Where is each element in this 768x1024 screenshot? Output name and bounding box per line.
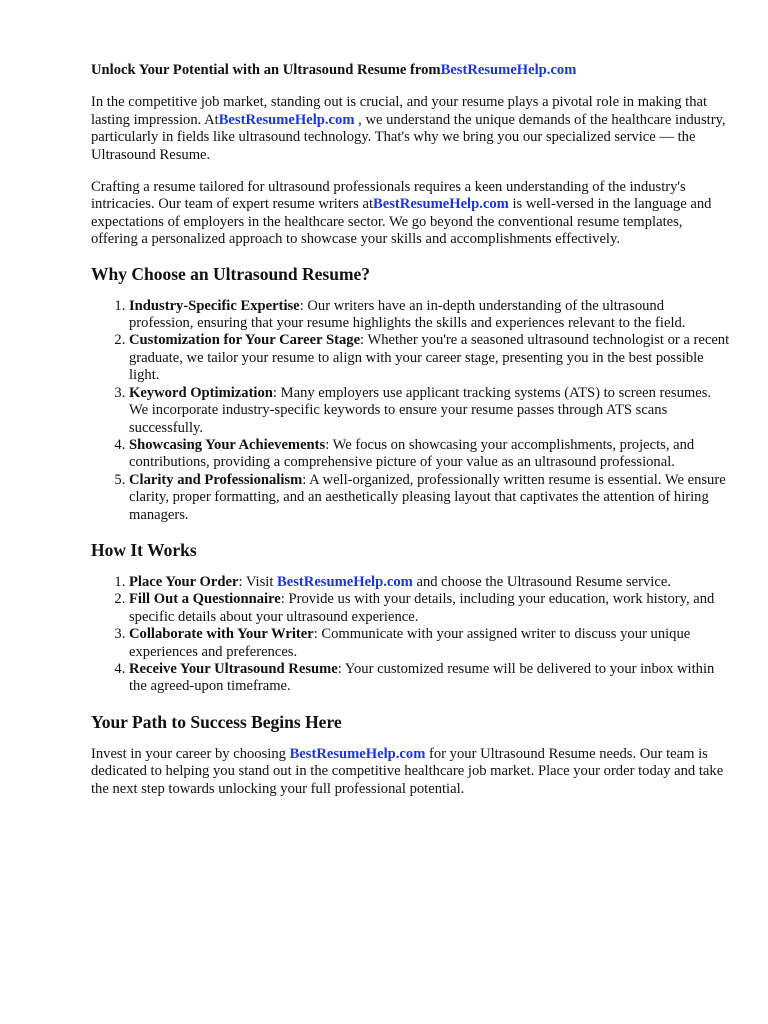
page-title xyxy=(91,62,731,79)
how-step-text: : Visit xyxy=(238,573,278,590)
how-step-label: Receive Your Ultrasound Resume xyxy=(129,660,338,677)
list-item xyxy=(129,298,731,333)
crafting-brand-link[interactable]: BestResumeHelp.com xyxy=(373,196,509,213)
how-step-text: and choose the Ultrasound Resume service. xyxy=(412,573,671,590)
crafting-text-2: is well-versed in the language and expectations of employers in the healthcare sector. We go beyond the conventional resume templates, offering a personalized approach to showcase your skills and accomplishments effectively. xyxy=(91,196,712,248)
intro-paragraph xyxy=(91,94,731,164)
how-step-label: Collaborate with Your Writer xyxy=(129,626,314,643)
why-heading: Why Choose an Ultrasound Resume? xyxy=(91,263,371,284)
why-item-label: Customization for Your Career Stage xyxy=(129,332,361,349)
crafting-text-1: Crafting a resume tailored for ultrasound professionals requires a keen understanding of the industry's intricacies. Our team of expert resume writers at xyxy=(91,179,686,213)
why-item-text: : Many employers use applicant tracking systems (ATS) to screen resumes. We incorporate industry-specific keywords to ensure your resume passes through ATS scans successfully. xyxy=(129,384,712,436)
why-item-label: Showcasing Your Achievements xyxy=(129,436,326,453)
list-item xyxy=(129,591,731,626)
why-item-text: : We focus on showcasing your accomplishments, projects, and contributions, providing a comprehensive picture of your value as an ultrasound professional. xyxy=(129,436,695,471)
path-text-1: Invest in your career by choosing xyxy=(91,745,290,762)
how-step-label: Fill Out a Questionnaire xyxy=(129,591,281,608)
path-brand-link[interactable]: BestResumeHelp.com xyxy=(289,745,426,762)
list-item xyxy=(129,661,731,696)
path-text-2: for your Ultrasound Resume needs. Our team is dedicated to helping you stand out in the competitive healthcare job market. Place your order today and take the next step towards unlocking your full professional potential. xyxy=(91,745,724,797)
list-item xyxy=(129,472,731,524)
why-item-label: Keyword Optimization xyxy=(129,384,273,401)
crafting-paragraph xyxy=(91,179,731,249)
how-heading: How It Works xyxy=(91,539,197,560)
why-item-text: : Our writers have an in-depth understanding of the ultrasound profession, ensuring that your resume highlights the skills and experiences relevant to the field. xyxy=(129,297,686,332)
why-item-text: : A well-organized, professionally written resume is essential. We ensure clarity, proper formatting, and an aesthetically pleasing layout that captivates the attention of hiring managers. xyxy=(129,471,726,523)
title-brand-link[interactable]: BestResumeHelp.com xyxy=(440,62,577,78)
how-brand-link[interactable]: BestResumeHelp.com xyxy=(277,573,413,590)
how-step-text: : Communicate with your assigned writer to discuss your unique experiences and preferences. xyxy=(129,626,691,660)
list-item xyxy=(129,332,731,384)
document-content xyxy=(91,62,731,813)
how-list xyxy=(91,574,731,696)
why-item-label: Industry-Specific Expertise xyxy=(129,297,300,314)
how-step-label: Place Your Order xyxy=(129,573,239,590)
why-item-text: : Whether you're a seasoned ultrasound technologist or a recent graduate, we tailor your resume to align with your career stage, presenting you in the best possible light. xyxy=(129,332,730,384)
list-item xyxy=(129,626,731,661)
how-step-text: : Your customized resume will be delivered to your inbox within the agreed-upon timeframe. xyxy=(129,660,715,695)
title-text: Unlock Your Potential with an Ultrasound Resume from xyxy=(91,62,441,78)
list-item xyxy=(129,437,731,472)
how-step-text: : Provide us with your details, including your education, work history, and specific details about your ultrasound experience. xyxy=(129,591,715,625)
intro-text-1: In the competitive job market, standing out is crucial, and your resume plays a pivotal role in making that lasting impression. At xyxy=(91,94,708,128)
why-list xyxy=(91,298,731,524)
intro-text-2: , we understand the unique demands of the healthcare industry, particularly in fields like ultrasound technology. That's why we bring you our specialized service — the Ultrasound Resume. xyxy=(91,111,726,163)
intro-brand-link[interactable]: BestResumeHelp.com xyxy=(218,111,355,128)
path-paragraph xyxy=(91,746,731,798)
why-item-label: Clarity and Professionalism xyxy=(129,471,303,488)
list-item xyxy=(129,385,731,437)
path-heading: Your Path to Success Begins Here xyxy=(91,711,342,732)
list-item xyxy=(129,574,731,591)
